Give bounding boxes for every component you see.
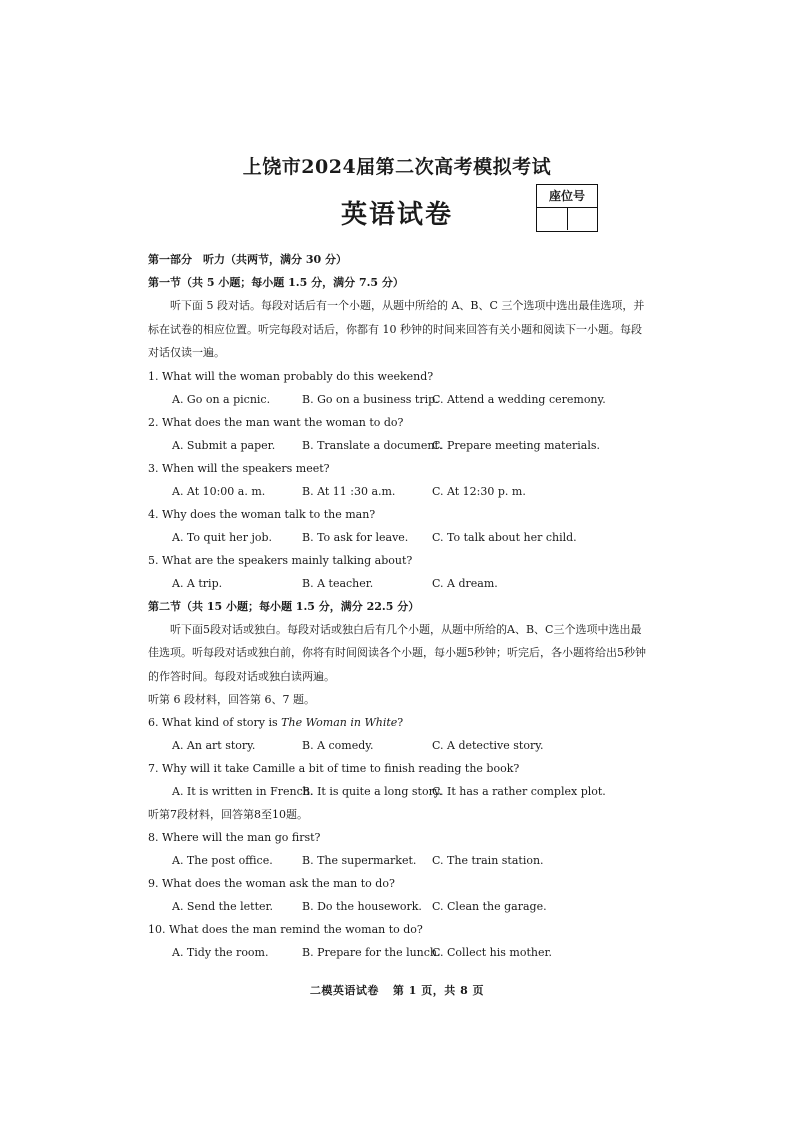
footer-page-number: 第 1 页，共 8 页 [392,984,485,997]
option-2b[interactable]: B. Translate a document. [302,438,443,452]
options-1 [148,388,648,411]
option-3a[interactable]: A. At 10:00 a. m. [172,484,266,498]
options-10 [148,941,648,964]
part1-heading: 第一部分 听力（共两节，满分 30 分） [148,253,347,266]
option-1a[interactable]: A. Go on a picnic. [172,392,271,406]
question-3: 3. When will the speakers meet? [148,461,330,475]
material-7-note: 听第7段材料，回答第8至10题。 [148,808,308,821]
option-4a[interactable]: A. To quit her job. [172,530,273,544]
question-6 [148,711,648,734]
question-8: 8. Where will the man go first? [148,831,321,844]
exam-title: 上饶市2024届第二次高考模拟考试 [242,156,552,178]
question-2: 2. What does the man want the woman to do? [148,415,404,429]
option-5c[interactable]: C. A dream. [432,576,498,590]
option-7b[interactable]: B. It is quite a long story. [302,785,443,798]
options-7 [148,780,648,803]
question-6-book-title: The Woman in White [281,716,398,729]
option-3c[interactable]: C. At 12:30 p. m. [432,484,526,498]
page-footer [0,982,794,998]
material-6-note: 听第 6 段材料，回答第 6、7 题。 [148,693,315,706]
options-5 [148,572,648,595]
option-2c[interactable]: C. Prepare meeting materials. [432,438,600,452]
question-10: 10. What does the man remind the woman to do? [148,923,423,936]
option-6c[interactable]: C. A detective story. [432,739,544,752]
options-8 [148,849,648,872]
option-2a[interactable]: A. Submit a paper. [172,438,276,452]
option-5b[interactable]: B. A teacher. [302,576,374,590]
option-4b[interactable]: B. To ask for leave. [302,530,409,544]
question-6-mark: ? [397,716,404,729]
option-9c[interactable]: C. Clean the garage. [432,900,547,913]
options-6 [148,734,648,757]
seat-cell-2[interactable] [567,208,598,230]
seat-number-cells [537,208,597,230]
seat-number-label: 座位号 [537,185,597,208]
section1-instructions: 听下面 5 段对话。每段对话后有一个小题，从题中所给的 A、B、C 三个选项中选出最佳选项，并标在试卷的相应位置。听完每段对话后，你都有 10 秒钟的时间来回答有关小题和阅读下一小题。每段对话仅读一遍。 [148,299,645,359]
option-1b[interactable]: B. Go on a business trip. [302,392,439,406]
section2-instructions: 听下面5段对话或独白。每段对话或独白后有几个小题，从题中所给的A、B、C三个选项中选出最佳选项。听每段对话或独白前，你将有时间阅读各个小题，每小题5秒钟；听完后，各小题将给出5秒钟的作答时间。每段对话或独白读两遍。 [148,622,646,683]
seat-number-box[interactable] [536,184,598,232]
option-8a[interactable]: A. The post office. [172,854,273,867]
exam-content [148,248,648,964]
question-6-text: 6. What kind of story is [148,716,282,729]
option-9a[interactable]: A. Send the letter. [172,900,274,913]
option-10b[interactable]: B. Prepare for the lunch. [302,946,441,959]
option-6b[interactable]: B. A comedy. [302,739,374,752]
options-9 [148,895,648,918]
exam-subject: 英语试卷 [340,200,453,230]
question-4: 4. Why does the woman talk to the man? [148,507,376,521]
options-3 [148,480,648,503]
option-7a[interactable]: A. It is written in French. [172,785,314,798]
option-3b[interactable]: B. At 11 :30 a.m. [302,484,396,498]
question-1: 1. What will the woman probably do this weekend? [148,369,434,383]
question-7: 7. Why will it take Camille a bit of time to finish reading the book? [148,762,520,775]
option-1c[interactable]: C. Attend a wedding ceremony. [432,392,606,406]
option-8c[interactable]: C. The train station. [432,854,544,867]
options-4 [148,526,648,549]
question-5: 5. What are the speakers mainly talking about? [148,553,413,567]
option-10c[interactable]: C. Collect his mother. [432,946,553,959]
seat-cell-1[interactable] [537,208,567,230]
options-2 [148,434,648,457]
section1-heading: 第一节（共 5 小题；每小题 1.5 分，满分 7.5 分） [148,276,404,289]
option-6a[interactable]: A. An art story. [172,739,256,752]
question-9: 9. What does the woman ask the man to do? [148,877,395,890]
option-4c[interactable]: C. To talk about her child. [432,530,577,544]
option-7c[interactable]: C. It has a rather complex plot. [432,785,606,798]
footer-exam-name: 二模英语试卷 [309,984,379,997]
option-5a[interactable]: A. A trip. [172,576,223,590]
option-9b[interactable]: B. Do the housework. [302,900,422,913]
option-10a[interactable]: A. Tidy the room. [172,946,269,959]
option-8b[interactable]: B. The supermarket. [302,854,417,867]
section2-heading: 第二节（共 15 小题；每小题 1.5 分，满分 22.5 分） [148,599,420,613]
